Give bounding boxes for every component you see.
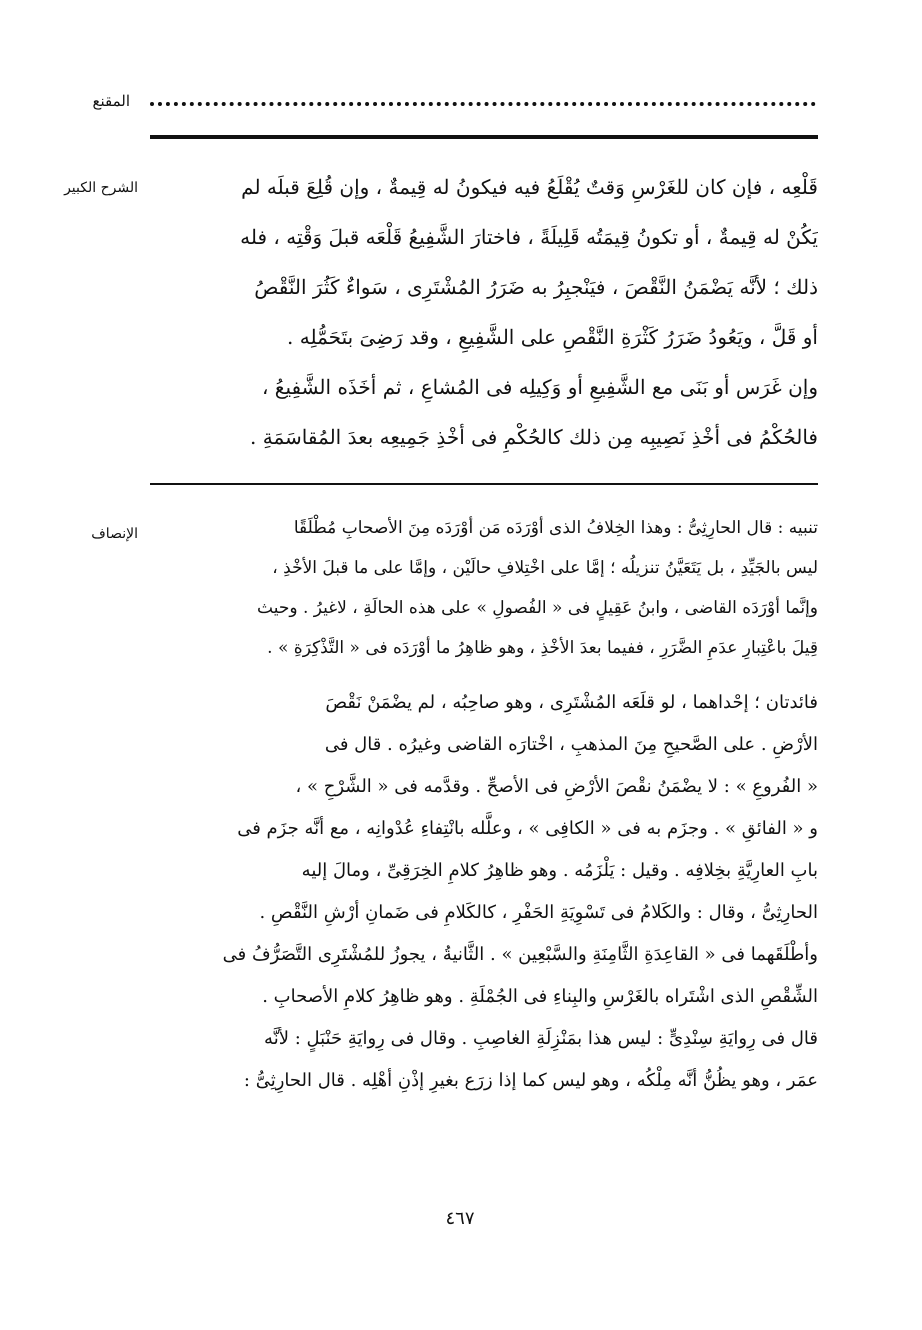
text-line: بابِ العارِيَّةِ بخِلافِه . وقيل : يَلْزَمُه . وهو ظاهِرُ كلامِ الخِرَقِىِّ ، ومالَ إليه <box>301 860 818 881</box>
text-line: وأطْلَقَهما فى « القاعِدَةِ الثَّامِنَةِ والسَّبْعِين » . الثَّانيةُ ، يجوزُ للمُشْتَرِى التَّصَرُّفُ فى <box>222 944 818 965</box>
text-line: فالحُكْمُ فى أخْذِ نَصِيبِه مِن ذلك كالحُكْمِ فى أخْذِ جَمِيعِه بعدَ المُقاسَمَةِ . <box>250 425 818 449</box>
text-line: قال فى رِوايَةِ سِنْدِىٍّ : ليس هذا بمَنْزِلَةِ الغاصِبِ . وقال فى رِوايَةِ حَنْبَلٍ : لأنَّه <box>264 1028 818 1049</box>
main-text-block <box>150 162 818 462</box>
commentary-paragraph-2 <box>150 682 818 1102</box>
commentary-block <box>150 508 818 1102</box>
section-divider <box>150 483 818 485</box>
text-line: وإنَّما أوْرَدَه القاضى ، وابنُ عَقِيلٍ فى « الفُصولِ » على هذه الحالَةِ ، لاغيرُ . وحيث <box>257 598 818 618</box>
text-line: الشِّقْصِ الذى اشْتَراه بالغَرْسِ والبِناءِ فى الجُمْلَةِ . وهو ظاهِرُ كلامِ الأصحابِ . <box>262 986 818 1007</box>
page-number: ٤٦٧ <box>445 1208 475 1229</box>
text-line: الأرْضِ . على الصَّحيحِ مِنَ المذهبِ ، اخْتارَه القاضى وغيرُه . قال فى <box>324 734 818 755</box>
header-dotted-leader <box>150 86 816 106</box>
text-line: الحارِثِىُّ ، وقال : والكَلامُ فى تَسْوِيَةِ الحَفْرِ ، كالكَلامِ فى ضَمانِ أرْشِ النَّقْصِ . <box>259 902 818 923</box>
text-line: قَلْعِه ، فإن كان للغَرْسِ وَقتٌ يُقْلَعُ فيه فيكونُ له قِيمةٌ ، وإن قُلِعَ قبلَه لم <box>241 175 818 199</box>
text-line: « الفُروعِ » : لا يضْمَنُ نقْصَ الأرْضِ فى الأصحِّ . وقدَّمه فى « الشَّرْحِ » ، <box>295 776 818 797</box>
header-rule <box>150 135 818 139</box>
text-line: فائدتان ؛ إحْداهما ، لو قلَعَه المُشْتَرِى ، وهو صاحِبُه ، لم يضْمَنْ نَقْصَ <box>325 692 818 713</box>
text-line: أو قَلَّ ، ويَعُودُ ضَرَرُ كَثْرَةِ النَّقْصِ على الشَّفِيعِ ، وقد رَضِىَ بتَحَمُّلِه . <box>287 325 818 349</box>
text-line: تنبيه : قال الحارِثِىُّ : وهذا الخِلافُ الذى أوْرَدَه مَن أوْرَدَه مِنَ الأصحابِ مُطْلَقًا <box>293 518 818 538</box>
text-line: و « الفائقِ » . وجزَم به فى « الكافِى » ، وعلَّله بانْتِفاءِ عُدْوانِه ، مع أنَّه جزَم فى <box>237 818 818 839</box>
text-line: وإن غَرَس أو بَنَى مع الشَّفِيعِ أو وَكِيلِه فى المُشاعِ ، ثم أخَذَه الشَّفِيعُ ، <box>261 375 818 399</box>
text-line: ذلك ؛ لأنَّه يَضْمَنُ النَّقْصَ ، فيَنْجبِرُ به ضَرَرُ المُشْتَرِى ، سَواءٌ كَثُرَ النَّقْصُ <box>254 275 818 299</box>
book-title: المقنع <box>92 92 130 110</box>
text-line: يَكُنْ له قِيمةٌ ، أو تكونُ قِيمَتُه قَلِيلَةً ، فاختارَ الشَّفِيعُ قَلْعَه قبلَ وَقْتِه ، فله <box>240 225 818 249</box>
side-label-bottom: الإنصاف <box>91 526 138 542</box>
text-line: عمَر ، وهو يظُنُّ أنَّه مِلْكُه ، وهو ليس كما إذا زرَع بغيرِ إذْنِ أهْلِه . قال الحارِثِىُّ : <box>243 1070 818 1091</box>
text-line: قِيلَ باعْتِبارِ عدَمِ الضَّرَرِ ، ففيما بعدَ الأخْذِ ، وهو ظاهِرُ ما أوْرَدَه فى « التَّذْكِرَةِ » . <box>267 638 818 658</box>
side-label-top: الشرح الكبير <box>64 180 138 196</box>
commentary-paragraph-1 <box>150 508 818 668</box>
text-line: ليس بالجَيِّدِ ، بل يَتَعَيَّنُ تنزيلُه ؛ إمَّا على اخْتِلافِ حالَيْن ، وإمَّا على ما قبلَ الأخْذِ ، <box>272 558 818 578</box>
